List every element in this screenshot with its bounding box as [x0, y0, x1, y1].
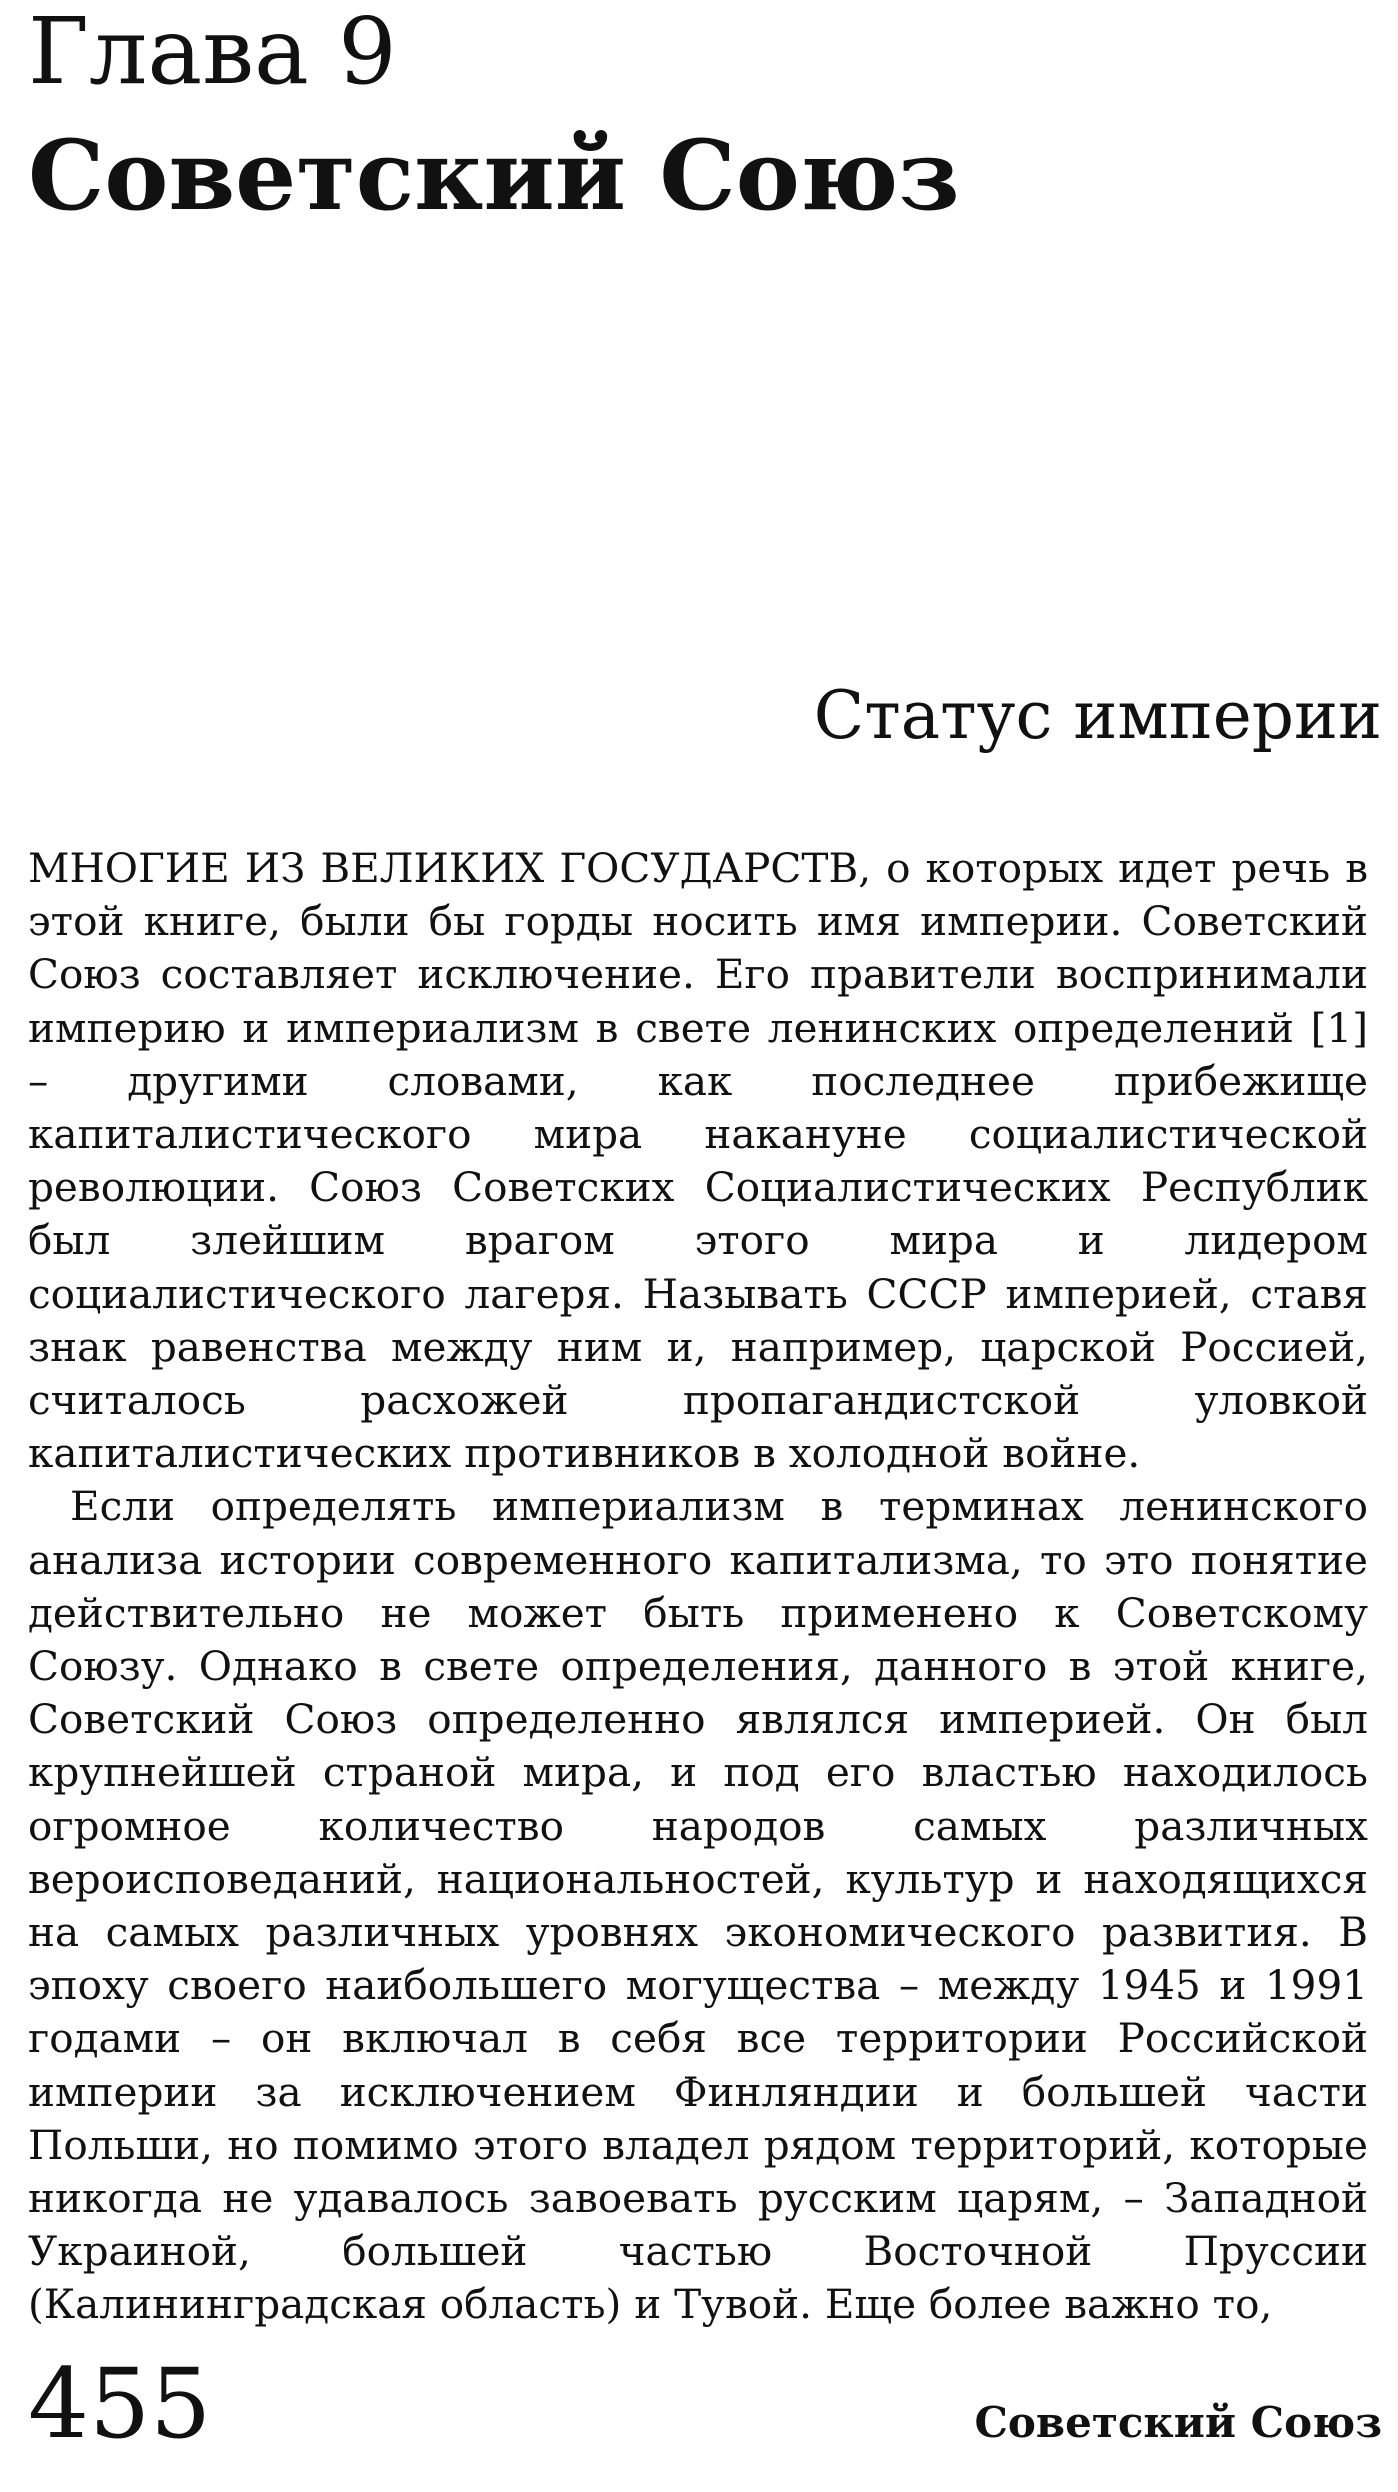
- body-text: [28, 842, 1368, 2332]
- running-title: Советский Союз: [974, 2398, 1382, 2447]
- chapter-label: Глава 9: [28, 0, 397, 105]
- paragraph-1: МНОГИЕ ИЗ ВЕЛИКИХ ГОСУДАРСТВ, о которых идет речь в этой книге, были бы горды носить имя империи. Советский Союз составляет исключение. Его правители воспринимали империю и империализм в свете ленинских определений [1] – другими словами, как последнее прибежище капиталистического мира накануне социалистической революции. Союз Советских Социалистических Республик был злейшим врагом этого мира и лидером социалистического лагеря. Называть СССР империей, ставя знак равенства между ним и, например, царской Россией, считалось расхожей пропагандистской уловкой капиталистических противников в холодной войне.: [28, 844, 1368, 1478]
- chapter-title: Советский Союз: [28, 119, 960, 232]
- section-title: Статус империи: [813, 677, 1382, 754]
- paragraph-2: Если определять империализм в терминах ленинского анализа истории современного капитализма, то это понятие действительно не может быть применено к Советскому Союзу. Однако в свете определения, данного в этой книге, Советский Союз определенно являлся империей. Он был крупнейшей страной мира, и под его властью находилось огромное количество народов самых различных вероисповеданий, национальностей, культур и находящихся на самых различных уровнях экономического развития. В эпоху своего наибольшего могущества – между 1945 и 1991 годами – он включал в себя все территории Российской империи за исключением Финляндии и большей части Польши, но помимо этого владел рядом территорий, которые никогда не удавалось завоевать русским царям, – Западной Украиной, большей частью Восточной Пруссии (Калининградская область) и Тувой. Еще более важно то,: [28, 1482, 1368, 2329]
- page-number: 455: [28, 2348, 212, 2460]
